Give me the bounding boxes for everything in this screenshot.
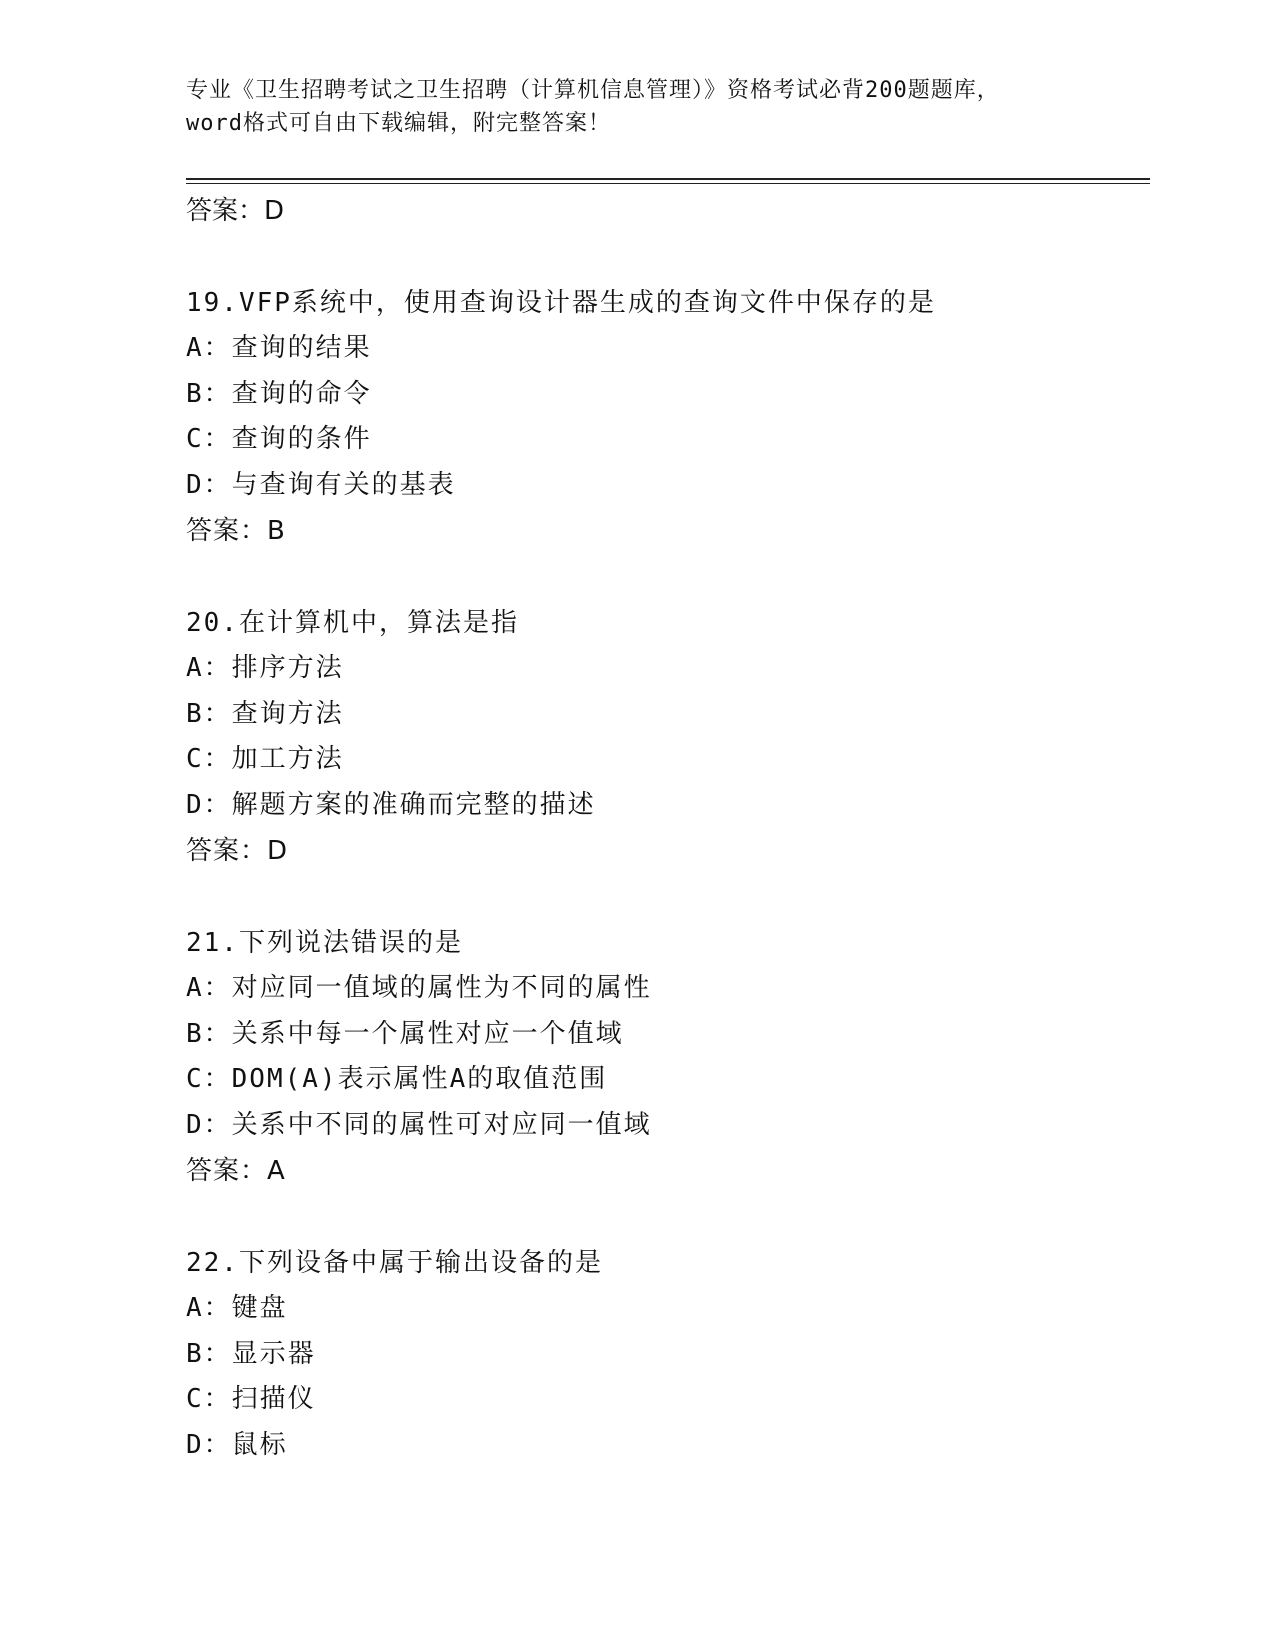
spacer bbox=[186, 554, 1150, 600]
answer-value: D bbox=[264, 196, 285, 226]
option-d: D：鼠标 bbox=[186, 1429, 288, 1460]
question-block bbox=[186, 600, 1150, 874]
spacer bbox=[186, 874, 1150, 920]
answer-label: 答案： bbox=[186, 836, 268, 866]
option-c: C：加工方法 bbox=[186, 744, 344, 774]
answer-line bbox=[186, 508, 1150, 554]
option-d: D：与查询有关的基表 bbox=[186, 469, 456, 500]
option-b: B：查询方法 bbox=[186, 698, 344, 729]
answer-line bbox=[186, 188, 1150, 234]
option-b: B：显示器 bbox=[186, 1338, 316, 1369]
question-block bbox=[186, 920, 1150, 1194]
document-header bbox=[186, 74, 1086, 140]
question-block bbox=[186, 1240, 1150, 1468]
question-text: 19.VFP系统中，使用查询设计器生成的查询文件中保存的是 bbox=[186, 288, 936, 318]
header-title-line-1: 专业《卫生招聘考试之卫生招聘（计算机信息管理）》资格考试必背200题题库， bbox=[186, 78, 1000, 103]
answer-label: 答案： bbox=[186, 516, 268, 546]
option-d: D：解题方案的准确而完整的描述 bbox=[186, 789, 596, 820]
spacer bbox=[186, 1194, 1150, 1240]
question-block bbox=[186, 280, 1150, 554]
header-divider-thick bbox=[186, 178, 1150, 180]
option-a: A：对应同一值域的属性为不同的属性 bbox=[186, 973, 652, 1003]
option-a: A：键盘 bbox=[186, 1293, 288, 1323]
header-divider-thin bbox=[186, 183, 1150, 184]
question-text: 20.在计算机中，算法是指 bbox=[186, 608, 519, 638]
answer-line bbox=[186, 1148, 1150, 1194]
answer-label: 答案： bbox=[186, 1156, 268, 1186]
question-list bbox=[186, 188, 1150, 1468]
answer-value: A bbox=[267, 1156, 286, 1186]
option-c: C：查询的条件 bbox=[186, 424, 372, 454]
option-a: A：排序方法 bbox=[186, 653, 344, 683]
answer-value: D bbox=[267, 836, 289, 866]
answer-line bbox=[186, 828, 1150, 874]
question-text: 21.下列说法错误的是 bbox=[186, 928, 463, 958]
option-b: B：关系中每一个属性对应一个值域 bbox=[186, 1018, 624, 1049]
answer-value: B bbox=[267, 516, 286, 546]
option-a: A：查询的结果 bbox=[186, 333, 372, 363]
answer-label: 答案： bbox=[186, 196, 265, 226]
header-title-line-2: word格式可自由下载编辑，附完整答案！ bbox=[186, 111, 611, 136]
option-c: C：DOM(A)表示属性A的取值范围 bbox=[186, 1064, 608, 1094]
option-d: D：关系中不同的属性可对应同一值域 bbox=[186, 1109, 652, 1140]
option-b: B：查询的命令 bbox=[186, 378, 372, 409]
option-c: C：扫描仪 bbox=[186, 1384, 316, 1414]
spacer bbox=[186, 234, 1150, 280]
question-text: 22.下列设备中属于输出设备的是 bbox=[186, 1248, 603, 1278]
